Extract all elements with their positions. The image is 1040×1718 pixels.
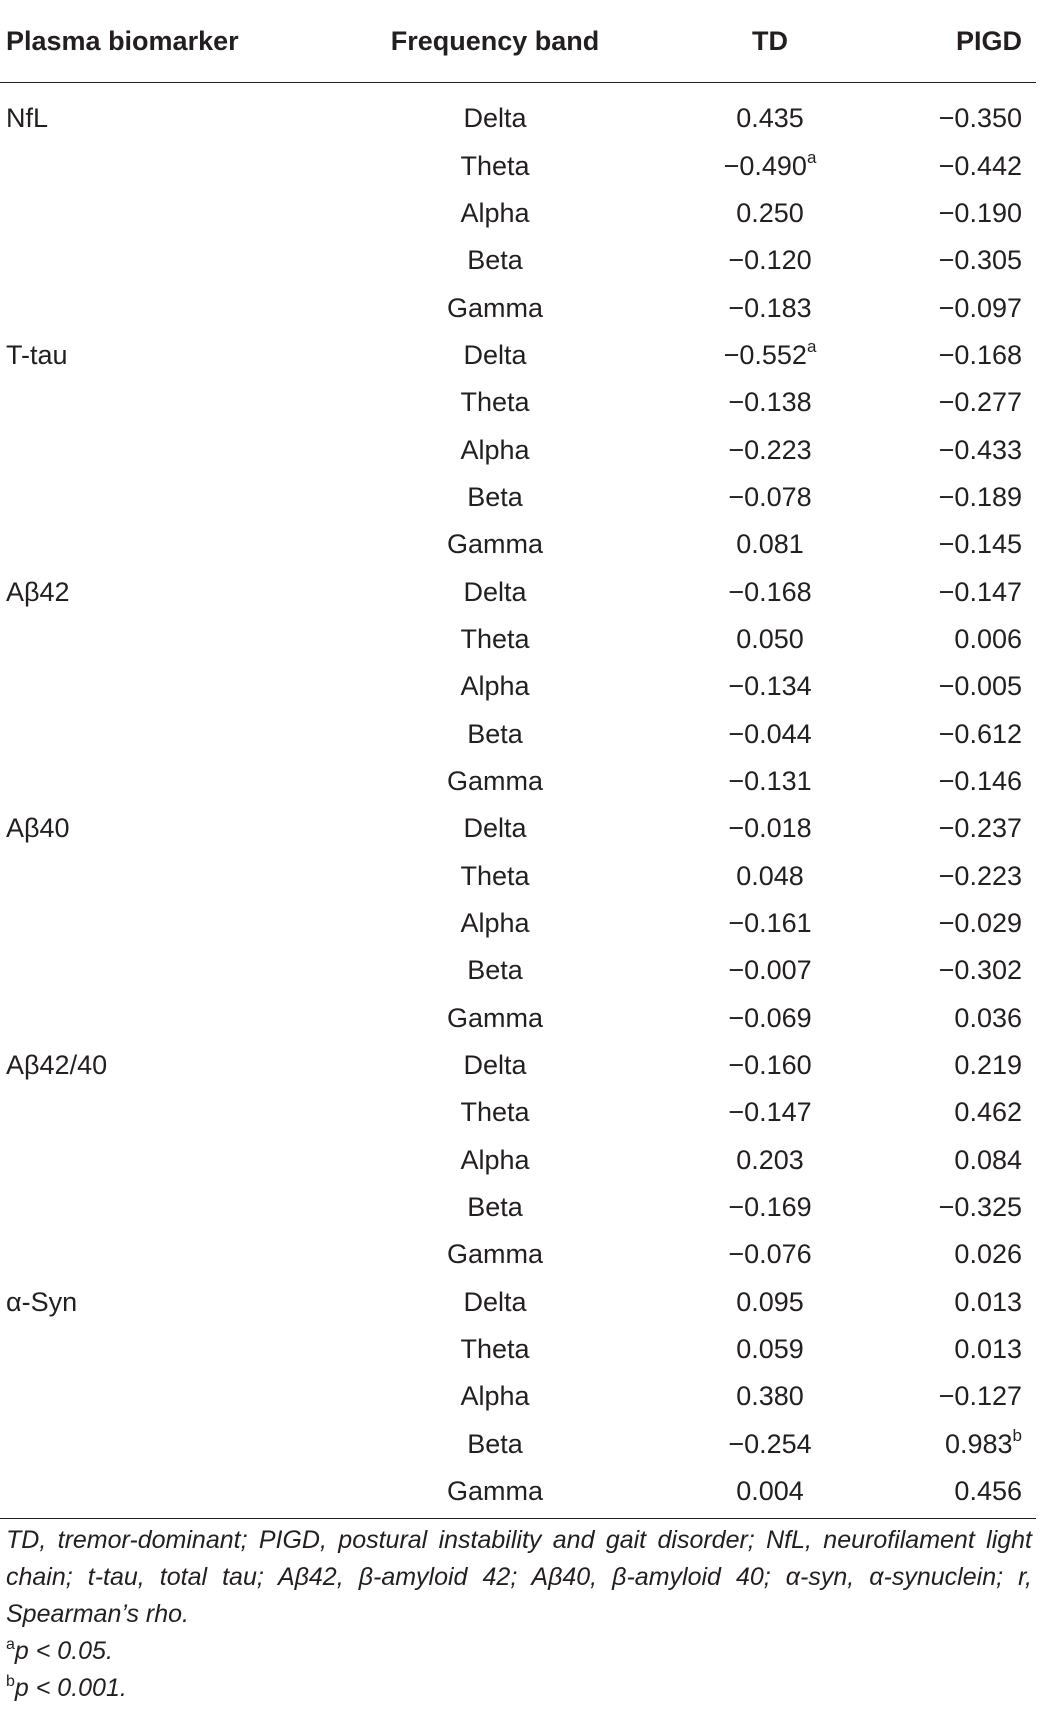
pigd-value-text: 0.036 [954,1002,1022,1033]
cell-td-value [640,710,850,757]
cell-plasma-biomarker [0,616,330,663]
cell-pigd-value [850,1231,1036,1278]
cell-pigd-value [850,947,1036,994]
td-value-text: −0.169 [728,1192,812,1223]
td-value-text: −0.183 [728,292,812,323]
cell-td-value [640,900,850,947]
cell-td-value [640,947,850,994]
table-row [0,758,1036,805]
cell-frequency-band: Delta [463,576,527,607]
pigd-value-text: 0.013 [954,1334,1022,1365]
cell-td-value [640,1421,850,1468]
pigd-value-text: −0.433 [938,434,1022,465]
cell-frequency-band: Beta [467,481,523,512]
pigd-value-text: −0.350 [938,103,1022,134]
td-value-text: 0.203 [736,1144,804,1175]
significance-mark: a [806,147,817,167]
table-row [0,853,1036,900]
pigd-value-text: −0.325 [938,1192,1022,1223]
header-row [0,0,1036,83]
cell-pigd-value [850,1137,1036,1184]
td-value-text: −0.076 [728,1239,812,1270]
cell-plasma-biomarker [0,1373,330,1420]
td-value-text: 0.004 [736,1476,804,1507]
cell-plasma-biomarker [0,190,330,237]
cell-frequency-band: Theta [460,1097,530,1128]
cell-plasma-biomarker [0,237,330,284]
cell-plasma-biomarker [0,142,330,189]
footnote-abbreviations: TD, tremor-dominant; PIGD, postural instability and gait disorder; NfL, neurofilament light chain; t-tau, total tau; Aβ42, β-amyloid 42; Aβ40, β-amyloid 40; α-syn, α-synuclein; r, Spearman’s rho. [6,1526,1032,1628]
header-td: TD [640,0,850,83]
table-body [0,83,1036,1516]
cell-frequency-band: Gamma [446,1476,544,1507]
cell-frequency-band: Beta [467,245,523,276]
pigd-value-text: −0.223 [938,860,1022,891]
cell-pigd-value [850,1089,1036,1136]
cell-td-value [640,1184,850,1231]
cell-frequency-band: Gamma [446,1239,544,1270]
td-value-text: 0.050 [736,623,804,654]
cell-plasma-biomarker [0,1326,330,1373]
td-value-text: −0.161 [728,908,812,939]
td-value-text: −0.069 [728,1002,812,1033]
table-row [0,663,1036,710]
table-footnote [6,1522,1032,1707]
pigd-value-text: 0.219 [954,1050,1022,1081]
td-value-text: −0.120 [728,245,812,276]
cell-plasma-biomarker [0,947,330,994]
pigd-value-text: −0.097 [938,292,1022,323]
td-value-text: −0.007 [728,955,812,986]
cell-td-value [640,1373,850,1420]
cell-td-value [640,1042,850,1089]
cell-plasma-biomarker: Aβ42/40 [6,1050,108,1081]
table-row [0,1279,1036,1326]
cell-pigd-value [850,521,1036,568]
pigd-value-text: 0.983 [944,1428,1013,1459]
cell-td-value [640,1231,850,1278]
pigd-value-text: −0.005 [938,671,1022,702]
cell-plasma-biomarker [0,853,330,900]
cell-frequency-band: Theta [460,387,530,418]
td-value-text: −0.490 [723,150,807,181]
pigd-value-text: −0.029 [938,908,1022,939]
pigd-value-text: 0.084 [954,1144,1022,1175]
table-row [0,237,1036,284]
cell-td-value [640,142,850,189]
table-row [0,426,1036,473]
header-plasma-biomarker: Plasma biomarker [0,0,330,83]
cell-td-value [640,1279,850,1326]
cell-pigd-value [850,142,1036,189]
cell-frequency-band: Alpha [460,434,530,465]
cell-plasma-biomarker [0,710,330,757]
pigd-value-text: −0.612 [938,718,1022,749]
header-frequency-band: Frequency band [330,0,640,83]
cell-pigd-value [850,284,1036,331]
td-value-text: 0.380 [736,1381,804,1412]
table-row [0,1184,1036,1231]
cell-pigd-value [850,426,1036,473]
td-value-text: −0.552 [723,339,807,370]
table-row [0,710,1036,757]
cell-plasma-biomarker [0,474,330,521]
td-value-text: −0.147 [728,1097,812,1128]
cell-pigd-value [850,83,1036,143]
cell-frequency-band: Alpha [460,671,530,702]
pigd-value-text: 0.456 [954,1476,1022,1507]
table-row [0,1468,1036,1515]
cell-frequency-band: Gamma [446,765,544,796]
cell-td-value [640,474,850,521]
table-header [0,0,1036,83]
cell-frequency-band: Beta [467,1192,523,1223]
cell-pigd-value [850,805,1036,852]
cell-plasma-biomarker: Aβ42 [6,576,70,607]
cell-pigd-value [850,995,1036,1042]
cell-pigd-value [850,710,1036,757]
table-row [0,1089,1036,1136]
cell-plasma-biomarker [0,426,330,473]
table-row [0,805,1036,852]
cell-frequency-band: Beta [467,718,523,749]
td-value-text: −0.018 [728,813,812,844]
table-row [0,1373,1036,1420]
pigd-value-text: −0.147 [938,576,1022,607]
td-value-text: −0.223 [728,434,812,465]
cell-td-value [640,237,850,284]
header-pigd: PIGD [850,0,1036,83]
td-value-text: 0.059 [736,1334,804,1365]
cell-td-value [640,616,850,663]
table-row [0,1231,1036,1278]
table-row [0,1326,1036,1373]
cell-frequency-band: Delta [463,1050,527,1081]
cell-plasma-biomarker [0,758,330,805]
table-row [0,83,1036,143]
pigd-value-text: −0.168 [938,339,1022,370]
cell-td-value [640,190,850,237]
cell-td-value [640,521,850,568]
cell-frequency-band: Alpha [460,1381,530,1412]
cell-frequency-band: Theta [460,860,530,891]
cell-frequency-band: Beta [467,1428,523,1459]
cell-pigd-value [850,568,1036,615]
td-value-text: 0.435 [736,103,804,134]
cell-td-value [640,1089,850,1136]
cell-plasma-biomarker [0,1184,330,1231]
table-row [0,1042,1036,1089]
cell-plasma-biomarker: NfL [6,103,49,134]
significance-mark: a [806,336,817,356]
cell-frequency-band: Beta [467,955,523,986]
cell-td-value [640,853,850,900]
cell-frequency-band: Theta [460,150,530,181]
pigd-value-text: −0.189 [938,481,1022,512]
cell-plasma-biomarker [0,284,330,331]
table-row [0,947,1036,994]
cell-frequency-band: Gamma [446,529,544,560]
cell-plasma-biomarker [0,379,330,426]
cell-pigd-value [850,1184,1036,1231]
cell-frequency-band: Delta [463,339,527,370]
cell-plasma-biomarker [0,663,330,710]
table-row [0,900,1036,947]
table-bottom-rule [0,1518,1036,1519]
pigd-value-text: 0.462 [954,1097,1022,1128]
cell-td-value [640,758,850,805]
cell-pigd-value [850,237,1036,284]
cell-plasma-biomarker: T-tau [6,339,68,370]
cell-frequency-band: Theta [460,623,530,654]
cell-pigd-value [850,474,1036,521]
cell-td-value [640,284,850,331]
cell-pigd-value [850,900,1036,947]
pigd-value-text: 0.006 [954,623,1022,654]
pigd-value-text: −0.305 [938,245,1022,276]
cell-pigd-value [850,1042,1036,1089]
cell-td-value [640,83,850,143]
cell-pigd-value [850,1468,1036,1515]
table-row [0,521,1036,568]
cell-frequency-band: Alpha [460,908,530,939]
pigd-value-text: 0.013 [954,1286,1022,1317]
cell-pigd-value [850,853,1036,900]
pigd-value-text: −0.190 [938,197,1022,228]
td-value-text: −0.138 [728,387,812,418]
cell-td-value [640,379,850,426]
pigd-value-text: −0.145 [938,529,1022,560]
footnote-significance-a [6,1633,1032,1670]
td-value-text: −0.044 [728,718,812,749]
cell-plasma-biomarker [0,995,330,1042]
table-row [0,284,1036,331]
cell-td-value [640,663,850,710]
pigd-value-text: −0.277 [938,387,1022,418]
cell-frequency-band: Delta [463,1286,527,1317]
table-row [0,379,1036,426]
cell-pigd-value [850,1326,1036,1373]
cell-frequency-band: Delta [463,103,527,134]
td-value-text: 0.048 [736,860,804,891]
cell-frequency-band: Theta [460,1334,530,1365]
cell-pigd-value [850,1421,1036,1468]
cell-pigd-value [850,1279,1036,1326]
cell-frequency-band: Alpha [460,197,530,228]
cell-pigd-value [850,758,1036,805]
cell-plasma-biomarker [0,1468,330,1515]
cell-plasma-biomarker [0,521,330,568]
cell-pigd-value [850,379,1036,426]
footnote-mark-a: a [6,1636,15,1653]
cell-plasma-biomarker [0,1421,330,1468]
cell-frequency-band: Gamma [446,1002,544,1033]
cell-pigd-value [850,332,1036,379]
td-value-text: −0.134 [728,671,812,702]
td-value-text: 0.095 [736,1286,804,1317]
significance-mark: b [1012,1425,1022,1445]
table-row [0,568,1036,615]
cell-pigd-value [850,616,1036,663]
table-row [0,616,1036,663]
pigd-value-text: −0.302 [938,955,1022,986]
td-value-text: 0.250 [736,197,804,228]
td-value-text: −0.131 [728,765,812,796]
cell-td-value [640,1326,850,1373]
cell-plasma-biomarker [0,900,330,947]
pigd-value-text: −0.237 [938,813,1022,844]
td-value-text: −0.254 [728,1428,812,1459]
cell-pigd-value [850,1373,1036,1420]
pigd-value-text: −0.442 [938,150,1022,181]
cell-pigd-value [850,663,1036,710]
table-row [0,1137,1036,1184]
cell-plasma-biomarker [0,1089,330,1136]
footnote-mark-b: b [6,1673,15,1690]
cell-plasma-biomarker [0,1137,330,1184]
footnote-text-a: p < 0.05. [14,1637,113,1665]
td-value-text: −0.168 [728,576,812,607]
cell-plasma-biomarker: Aβ40 [6,813,70,844]
table-row [0,142,1036,189]
footnote-significance-b [6,1670,1032,1707]
cell-pigd-value [850,190,1036,237]
cell-plasma-biomarker [0,1231,330,1278]
footnote-text-b: p < 0.001. [14,1674,127,1702]
cell-td-value [640,426,850,473]
cell-td-value [640,332,850,379]
cell-td-value [640,805,850,852]
cell-td-value [640,995,850,1042]
pigd-value-text: −0.146 [938,765,1022,796]
cell-td-value [640,1137,850,1184]
cell-frequency-band: Alpha [460,1144,530,1175]
pigd-value-text: 0.026 [954,1239,1022,1270]
table-row [0,332,1036,379]
table-row [0,1421,1036,1468]
cell-td-value [640,1468,850,1515]
cell-frequency-band: Delta [463,813,527,844]
cell-frequency-band: Gamma [446,292,544,323]
td-value-text: 0.081 [736,529,804,560]
table-row [0,190,1036,237]
cell-td-value [640,568,850,615]
td-value-text: −0.078 [728,481,812,512]
td-value-text: −0.160 [728,1050,812,1081]
table-row [0,995,1036,1042]
pigd-value-text: −0.127 [938,1381,1022,1412]
table-row [0,474,1036,521]
cell-plasma-biomarker: α-Syn [6,1286,78,1317]
